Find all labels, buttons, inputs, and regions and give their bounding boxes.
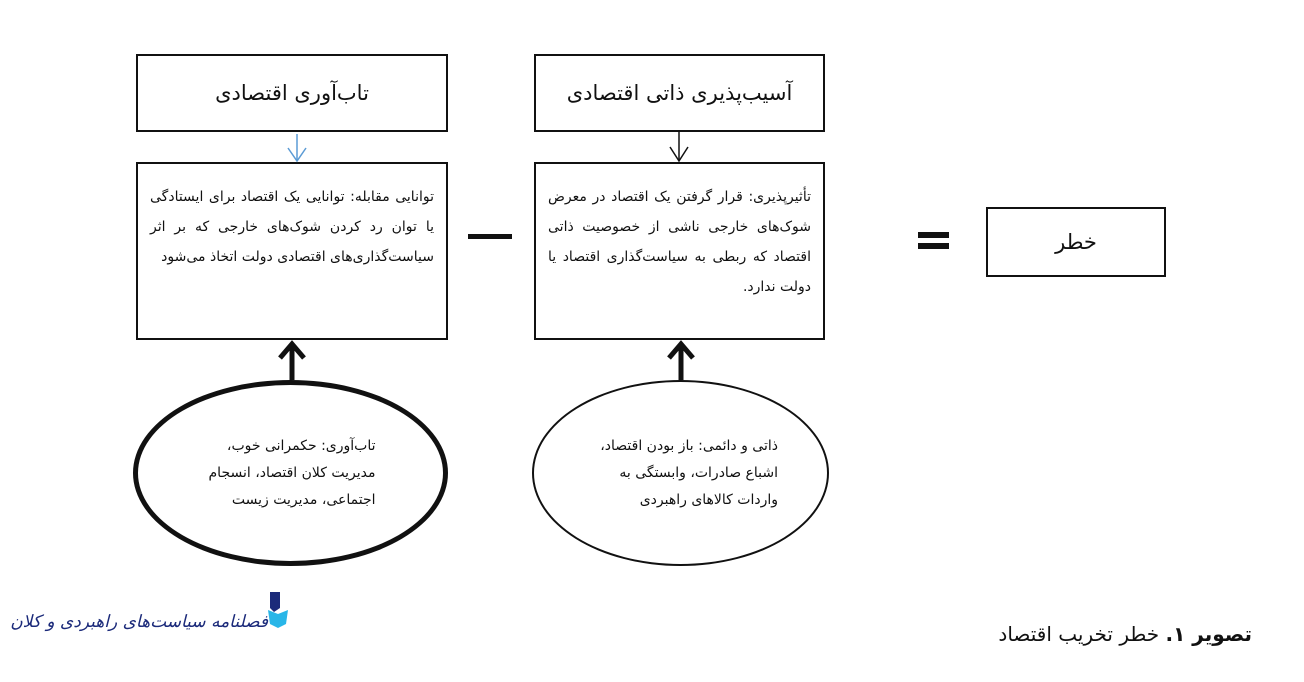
- vulnerability-description-box: [534, 162, 825, 340]
- figure-caption: [998, 622, 1252, 646]
- arrow-resilience-down: [288, 134, 306, 161]
- resilience-title-box: [136, 54, 448, 132]
- vulnerability-title-box: [534, 54, 825, 132]
- risk-box: [986, 207, 1166, 277]
- resilience-factors-text: تاب‌آوری: حکمرانی خوب، مدیریت کلان اقتصاد، انسجام اجتماعی، مدیریت زیست: [208, 437, 376, 508]
- resilience-title: تاب‌آوری اقتصادی: [215, 81, 369, 105]
- vulnerability-factors-ellipse: [532, 380, 829, 566]
- vulnerability-title: آسیب‌پذیری ذاتی اقتصادی: [566, 81, 793, 105]
- caption-text: خطر تخریب اقتصاد: [998, 622, 1166, 646]
- arrow-vulnerability-up: [669, 344, 693, 380]
- journal-logo-text: فصلنامه سیاست‌های راهبردی و کلان: [10, 612, 268, 632]
- vulnerability-description: تأثیرپذیری: قرار گرفتن یک اقتصاد در معرض شوک‌های خارجی ناشی از خصوصیت ذاتی اقتصاد که ربطی به سیاست‌گذاری اقتصاد یا دولت ندارد.: [548, 189, 811, 295]
- journal-emblem-icon: [266, 590, 292, 630]
- caption-number: تصویر ۱.: [1165, 622, 1252, 646]
- arrow-vulnerability-down: [670, 132, 688, 161]
- arrow-resilience-up: [280, 344, 304, 380]
- resilience-description-box: [136, 162, 448, 340]
- vulnerability-factors-text: ذاتی و دائمی: باز بودن اقتصاد، اشباع صادرات، وابستگی به واردات کالاهای راهبردی: [600, 437, 778, 508]
- resilience-factors-ellipse: [133, 380, 448, 566]
- equals-operator: [918, 230, 950, 252]
- risk-label: خطر: [1055, 230, 1097, 254]
- journal-logo: [10, 590, 288, 650]
- resilience-description: توانایی مقابله: توانایی یک اقتصاد برای ایستادگی یا توان رد کردن شوک‌های خارجی که بر اثر سیاست‌گذاری‌های اقتصادی دولت اتخاذ می‌شود: [150, 189, 434, 265]
- minus-operator: [468, 226, 512, 246]
